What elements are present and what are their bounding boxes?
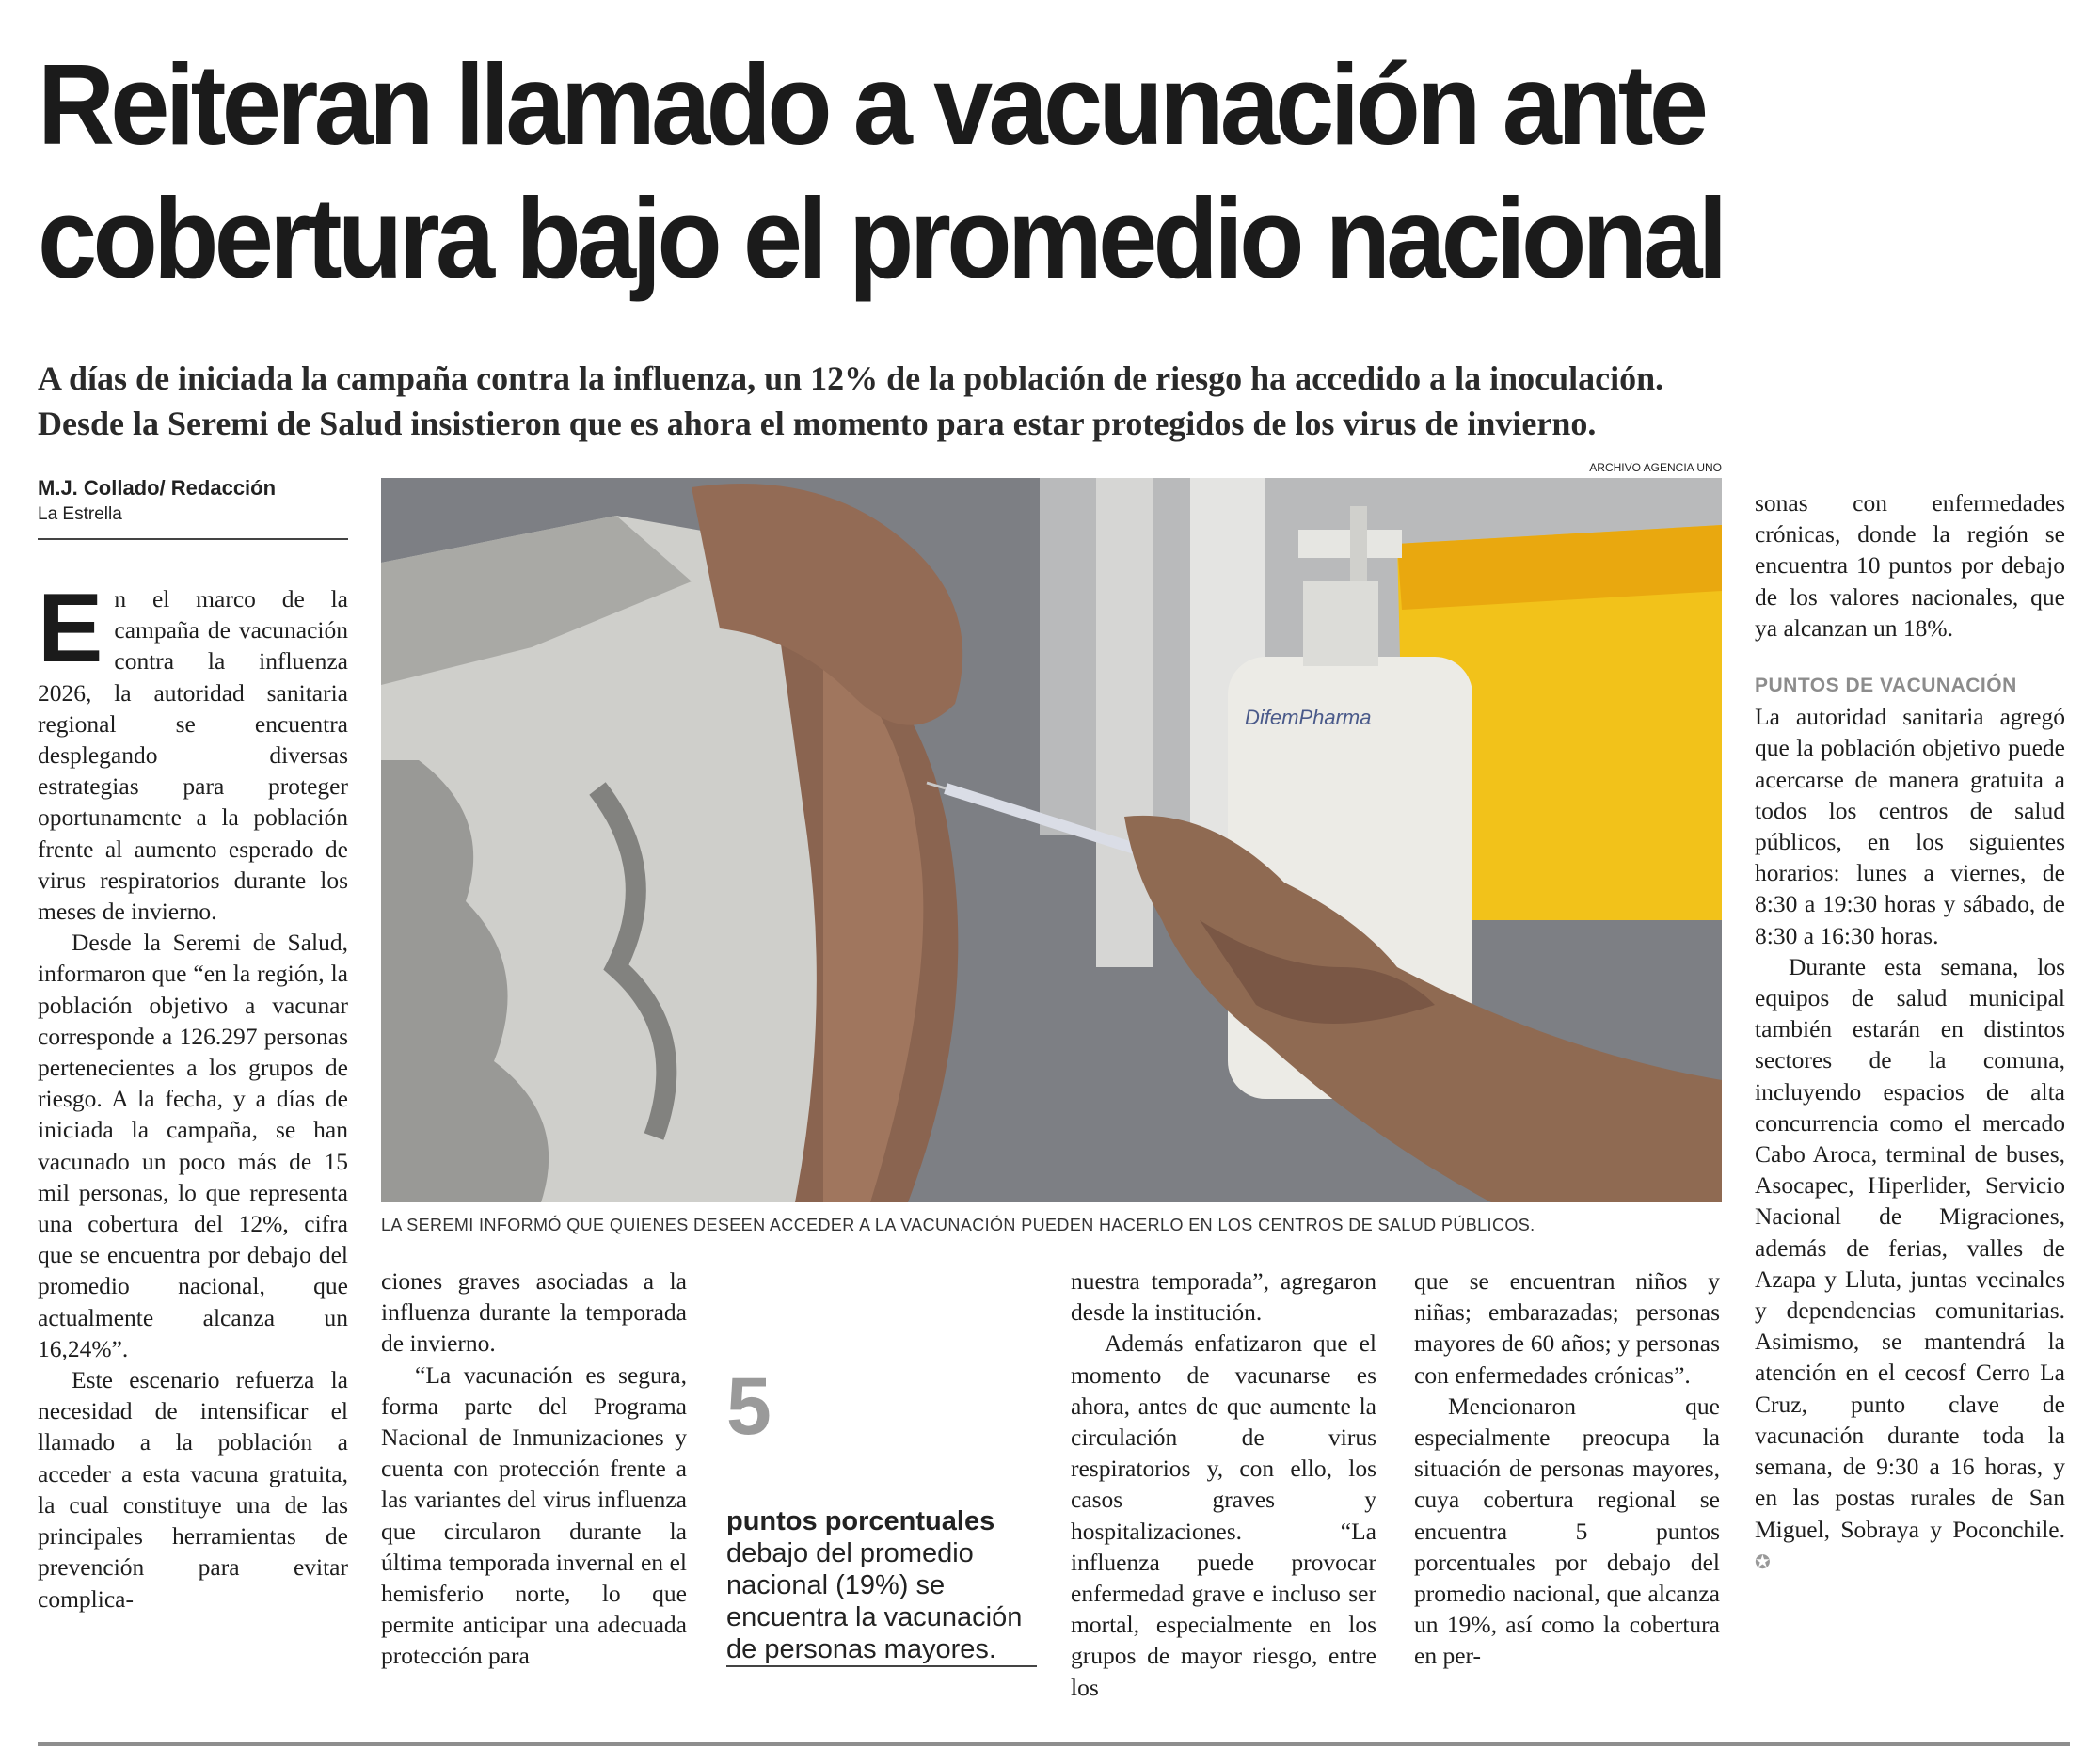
end-mark-icon: ✪ <box>1755 1550 1771 1573</box>
byline-author: M.J. Collado/ Redacción <box>38 476 277 500</box>
subhead-vaccination-points: PUNTOS DE VACUNACIÓN <box>1755 675 2017 697</box>
news-photo <box>381 478 1722 1202</box>
deck <box>38 356 2070 446</box>
byline <box>38 476 348 540</box>
paragraph-3: Este escenario refuerza la necesidad de intensificar el llamado a la población a acceder a esta vacuna gratuita, la cual constituye una de las principales herramientas de prevención para evitar complica- <box>38 1366 348 1613</box>
photo-credit: ARCHIVO AGENCIA UNO <box>1589 461 1722 474</box>
pull-quote <box>726 1361 1037 1665</box>
article-column-3 <box>1071 1265 1376 1703</box>
pull-quote-number: 5 <box>726 1361 772 1452</box>
vaccination-photo-illustration <box>381 478 1722 1202</box>
bottle-label: DifemPharma <box>1245 706 1372 729</box>
paragraph-5: “La vacunación es segura, forma parte del Programa Nacional de Inmunizaciones y cuenta con protección frente a las variantes del virus influenza que circularon durante la última temporada invernal en el hemisferio norte, lo que permite anticipar una adecuada protección para <box>381 1360 687 1670</box>
paragraph-4: ciones graves asociadas a la influenza durante la temporada de invierno. <box>381 1267 687 1358</box>
photo-caption: LA SEREMI INFORMÓ QUE QUIENES DESEEN ACCEDER A LA VACUNACIÓN PUEDEN HACERLO EN LOS CENTROS DE SALUD PÚBLICOS. <box>381 1216 1535 1234</box>
pull-quote-text: debajo del promedio nacional (19%) se encuentra la vacunación de personas mayores. <box>726 1538 1023 1664</box>
byline-outlet: La Estrella <box>38 504 122 524</box>
paragraph-2: Desde la Seremi de Salud, informaron que “en la región, la población objetivo a vacunar corresponde a 126.297 personas pertenecientes a los grupos de riesgo. A la fecha, y a días de iniciada la campaña, se han vacunado un poco más de 15 mil personas, lo que representa una cobertura del 12%, cifra que se encuentra por debajo del promedio nacional, que actualmente alcanza un 16,24%”. <box>38 929 348 1362</box>
deck-line-1: A días de iniciada la campaña contra la influenza, un 12% de la población de riesgo ha accedido a la inoculación. <box>38 359 1664 397</box>
deck-line-2: Desde la Seremi de Salud insistieron que es ahora el momento para estar protegidos de los virus de invierno. <box>38 405 1597 442</box>
article-column-4 <box>1414 1265 1720 1672</box>
article-column-2 <box>381 1265 687 1672</box>
paragraph-10: sonas con enfermedades crónicas, donde la región se encuentra 10 puntos por debajo de los valores nacionales, que ya alcanzan un 18%. <box>1755 489 2065 642</box>
paragraph-9: Mencionaron que especialmente preocupa la situación de personas mayores, cuya cobertura regional se encuentra 5 puntos porcentuales por debajo del promedio nacional, que alcanza un 19%, así como la cobertura en per- <box>1414 1392 1720 1670</box>
headline <box>38 38 1928 305</box>
paragraph-11: La autoridad sanitaria agregó que la población objetivo puede acercarse de manera gratuita a todos los centros de salud públicos, en los siguientes horarios: lunes a viernes, de 8:30 a 19:30 horas y sábado, de 8:30 a 16:30 horas. <box>1755 703 2065 949</box>
article-column-1 <box>38 574 348 1615</box>
pull-quote-lead: puntos porcentuales <box>726 1506 995 1536</box>
paragraph-7: Además enfatizaron que el momento de vacunarse es ahora, antes de que aumente la circulación de virus respiratorios y, con ello, los casos graves y hospitalizaciones. “La influenza puede provocar enfermedad grave e incluso ser mortal, especialmente en los grupos de mayor riesgo, entre los <box>1071 1329 1376 1701</box>
article-column-5 <box>1755 487 2065 1578</box>
paragraph-1-text: n el marco de la campaña de vacunación contra la influenza 2026, la autoridad sanitaria regional se encuentra desplegando diversas estrategias para proteger oportunamente a la población frente al aumento esperado de virus respiratorios durante los meses de invierno. <box>38 585 348 926</box>
pull-quote-divider <box>726 1665 1037 1667</box>
bottom-divider <box>38 1742 2070 1746</box>
paragraph-12 <box>1755 951 2065 1578</box>
paragraph-12-text: Durante esta semana, los equipos de salud municipal también estarán en distintos sectores de la comuna, incluyendo espacios de alta concurrencia como el mercado Cabo Aroca, terminal de buses, Asocapec, Hiperlider, Servicio Nacional de Migraciones, además de ferias, valles de Azapa y Lluta, juntas vecinales y dependencias comunitarias. Asimismo, se mantendrá la atención en el cecosf Cerro La Cruz, punto clave de vacunación durante toda la semana, de 9:30 a 16 horas, y en las postas rurales de San Miguel, Sobraya y Poconchile. <box>1755 952 2065 1543</box>
headline-line-1: Reiteran llamado a vacunación ante <box>38 40 1705 168</box>
paragraph-8: que se encuentran niños y niñas; embarazadas; personas mayores de 60 años; y personas con enfermedades crónicas”. <box>1414 1267 1720 1389</box>
paragraph-6: nuestra temporada”, agregaron desde la institución. <box>1071 1267 1376 1327</box>
paragraph-1 <box>38 574 348 927</box>
headline-line-2: cobertura bajo el promedio nacional <box>38 174 1724 302</box>
drop-cap: E <box>38 574 103 683</box>
